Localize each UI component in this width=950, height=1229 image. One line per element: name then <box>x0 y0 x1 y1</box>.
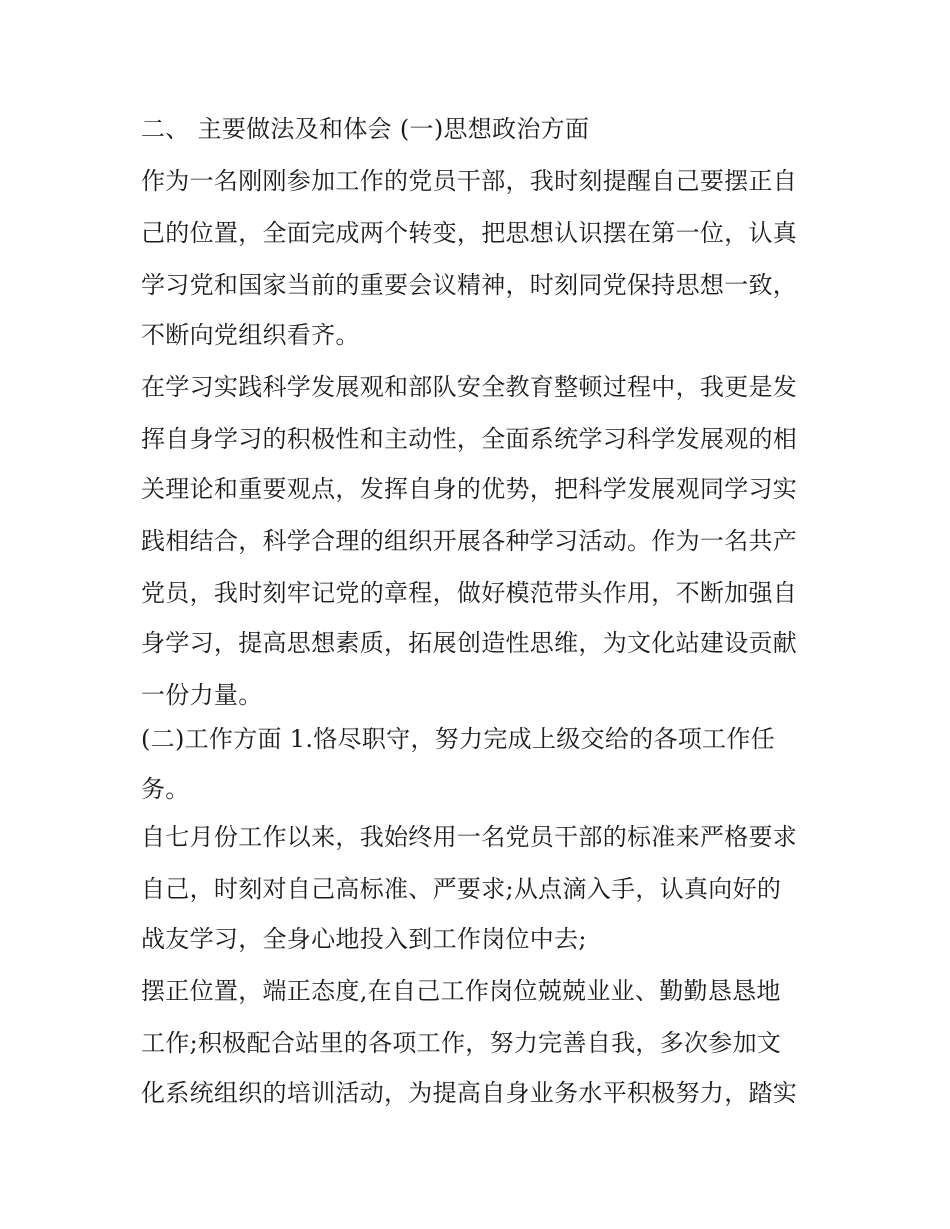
section-heading: 二、 主要做法及和体会 (一)思想政治方面 <box>141 115 590 143</box>
text-line: 在学习实践科学发展观和部队安全教育整顿过程中，我更是发 <box>141 373 798 401</box>
text-line: 关理论和重要观点，发挥自身的优势，把科学发展观同学习实 <box>141 475 798 503</box>
text-line: 摆正位置，端正态度,在自己工作岗位兢兢业业、勤勤恳恳地 <box>141 977 781 1005</box>
text-line: 己的位置，全面完成两个转变，把思想认识摆在第一位，认真 <box>141 219 798 247</box>
text-line: 自七月份工作以来，我始终用一名党员干部的标准来严格要求 <box>141 823 798 851</box>
text-line: 挥自身学习的积极性和主动性，全面系统学习科学发展观的相 <box>141 425 798 453</box>
text-line: 学习党和国家当前的重要会议精神，时刻同党保持思想一致， <box>141 271 798 299</box>
text-line: 身学习，提高思想素质，拓展创造性思维，为文化站建设贡献 <box>141 629 798 657</box>
text-line: 不断向党组织看齐。 <box>141 321 360 349</box>
text-line: 党员，我时刻牢记党的章程，做好模范带头作用，不断加强自 <box>141 579 798 607</box>
text-line: 作为一名刚刚参加工作的党员干部，我时刻提醒自己要摆正自 <box>141 167 798 195</box>
section-heading: (二)工作方面 1.恪尽职守，努力完成上级交给的各项工作任 <box>141 725 775 753</box>
text-line: 化系统组织的培训活动，为提高自身业务水平积极努力，踏实 <box>141 1079 798 1107</box>
text-line: 务。 <box>141 775 190 803</box>
text-line: 自己，时刻对自己高标准、严要求;从点滴入手，认真向好的 <box>141 875 782 903</box>
text-line: 工作;积极配合站里的各项工作，努力完善自我，多次参加文 <box>141 1029 782 1057</box>
text-line: 践相结合，科学合理的组织开展各种学习活动。作为一名共产 <box>141 527 798 555</box>
text-line: 战友学习，全身心地投入到工作岗位中去; <box>141 925 587 953</box>
text-line: 一份力量。 <box>141 681 263 709</box>
